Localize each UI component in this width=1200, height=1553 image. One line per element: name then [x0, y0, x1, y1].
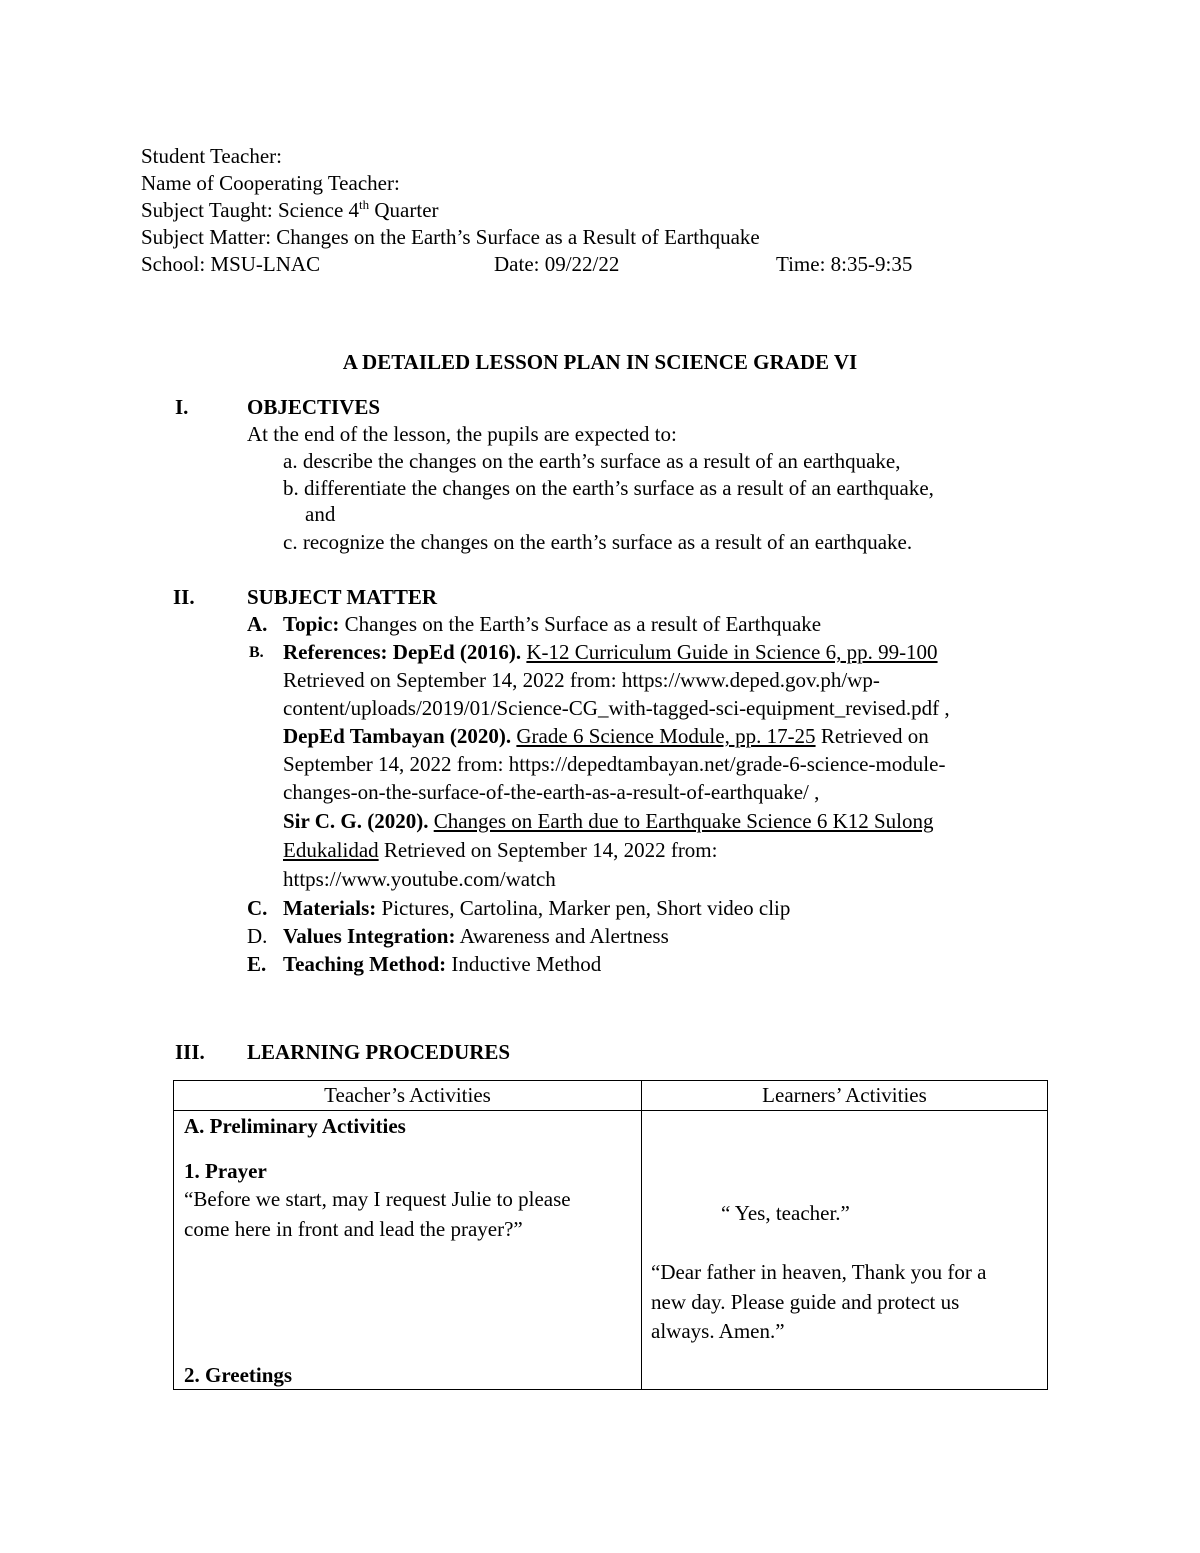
- subject-matter-numeral: II.: [173, 585, 195, 609]
- school-label: School: MSU-LNAC: [141, 252, 321, 276]
- materials-letter: C.: [247, 896, 268, 920]
- col-learner-header: Learners’ Activities: [642, 1081, 1048, 1111]
- procedures-table: [173, 1080, 1048, 1390]
- reference-2-line1: DepEd Tambayan (2020). Grade 6 Science Module, pp. 17-25 Retrieved on: [283, 724, 929, 748]
- student-teacher-label: Student Teacher:: [141, 144, 283, 168]
- materials-line: Materials: Pictures, Cartolina, Marker pen, Short video clip: [283, 896, 791, 920]
- time-label: Time: 8:35-9:35: [776, 252, 913, 276]
- date-label: Date: 09/22/22: [494, 252, 620, 276]
- learner-prayer-line1: “Dear father in heaven, Thank you for a: [651, 1260, 987, 1284]
- cooperating-teacher-label: Name of Cooperating Teacher:: [141, 171, 400, 195]
- col-teacher-header: Teacher’s Activities: [174, 1081, 642, 1111]
- preliminary-activities-heading: A. Preliminary Activities: [184, 1114, 406, 1138]
- greetings-heading: 2. Greetings: [184, 1363, 293, 1387]
- values-line: Values Integration: Awareness and Alertness: [283, 924, 669, 948]
- objective-item: c. recognize the changes on the earth’s surface as a result of an earthquake.: [283, 530, 913, 554]
- table-header-row: [174, 1081, 1048, 1111]
- method-line: Teaching Method: Inductive Method: [283, 952, 602, 976]
- subject-matter-heading: SUBJECT MATTER: [247, 585, 438, 609]
- reference-2-line2: September 14, 2022 from: https://depedtambayan.net/grade-6-science-module-: [283, 752, 946, 776]
- objectives-numeral: I.: [175, 395, 189, 419]
- learner-prayer-line3: always. Amen.”: [651, 1319, 785, 1343]
- reference-1-line1: References: DepEd (2016). K-12 Curriculum Guide in Science 6, pp. 99-100: [283, 640, 938, 664]
- topic-line: Topic: Changes on the Earth’s Surface as a result of Earthquake: [283, 612, 822, 636]
- document-title: A DETAILED LESSON PLAN IN SCIENCE GRADE VI: [342, 350, 858, 374]
- objectives-heading: OBJECTIVES: [247, 395, 381, 419]
- values-letter: D.: [247, 924, 268, 948]
- table-row: [174, 1111, 1048, 1390]
- objective-item: b. differentiate the changes on the earth’s surface as a result of an earthquake,: [283, 476, 934, 500]
- method-letter: E.: [247, 952, 267, 976]
- subject-matter-line: Subject Matter: Changes on the Earth’s Surface as a Result of Earthquake: [141, 225, 760, 249]
- learner-cell: [642, 1111, 1048, 1390]
- topic-letter: A.: [247, 612, 268, 636]
- reference-1-line3: content/uploads/2019/01/Science-CG_with-tagged-sci-equipment_revised.pdf ,: [283, 696, 950, 720]
- objective-item-continuation: and: [305, 502, 336, 526]
- references-letter: B.: [249, 644, 264, 661]
- objective-item: a. describe the changes on the earth’s surface as a result of an earthquake,: [283, 449, 901, 473]
- objectives-intro: At the end of the lesson, the pupils are expected to:: [247, 422, 677, 446]
- teacher-cell: [174, 1111, 642, 1390]
- prayer-heading: 1. Prayer: [184, 1159, 267, 1183]
- procedures-numeral: III.: [175, 1040, 205, 1064]
- reference-3-line1: Sir C. G. (2020). Changes on Earth due to Earthquake Science 6 K12 Sulong: [283, 809, 934, 833]
- reference-3-line2: Edukalidad Retrieved on September 14, 2022 from:: [283, 838, 718, 862]
- subject-taught: Subject Taught: Science 4th Quarter: [141, 197, 439, 222]
- prayer-request-line2: come here in front and lead the prayer?”: [184, 1217, 523, 1241]
- reference-2-line3: changes-on-the-surface-of-the-earth-as-a-result-of-earthquake/ ,: [283, 780, 820, 804]
- learner-yes-response: “ Yes, teacher.”: [721, 1201, 850, 1225]
- procedures-heading: LEARNING PROCEDURES: [247, 1040, 511, 1064]
- reference-3-line3: https://www.youtube.com/watch: [283, 867, 556, 891]
- learner-prayer-line2: new day. Please guide and protect us: [651, 1290, 960, 1314]
- prayer-request-line1: “Before we start, may I request Julie to please: [184, 1187, 571, 1211]
- reference-1-line2: Retrieved on September 14, 2022 from: https://www.deped.gov.ph/wp-: [283, 668, 880, 692]
